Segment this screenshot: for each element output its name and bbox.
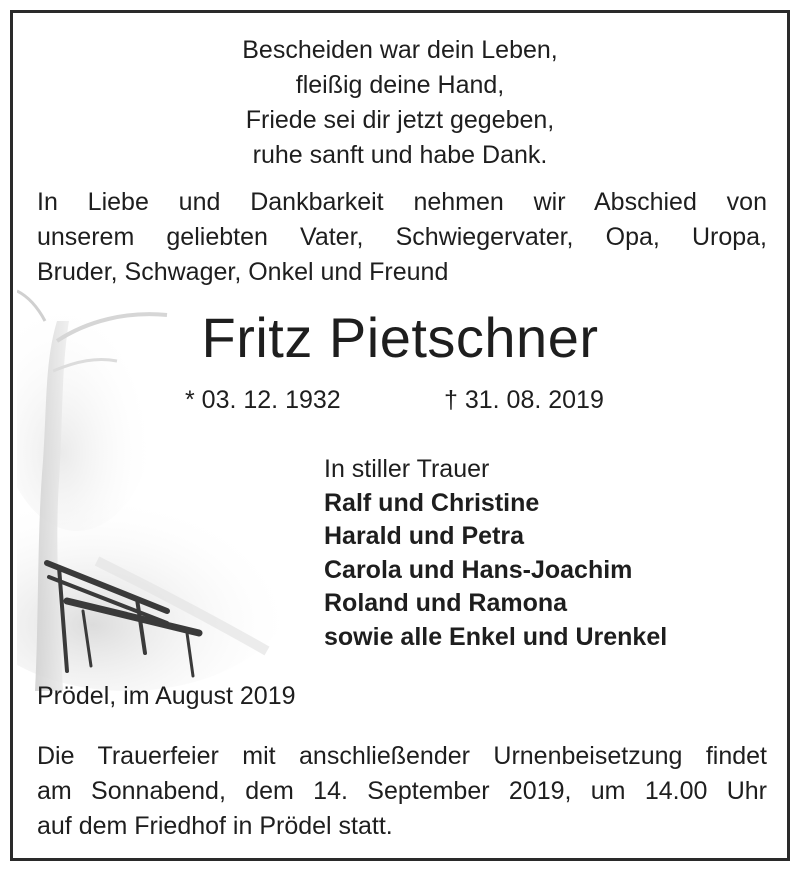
deceased-name: Fritz Pietschner [201,306,599,369]
intro-text [37,185,767,290]
funeral-notice [37,739,767,844]
funeral-line: am Sonnabend, dem 14. September 2019, um 14.00 Uhr [37,777,767,805]
birth-date: * 03. 12. 1932 [185,386,341,414]
poem-line: fleißig deine Hand, [295,71,505,99]
mourners-heading: In stiller Trauer [324,455,490,483]
mourner-name: Harald und Petra [324,522,525,550]
mourner-name: Ralf und Christine [324,488,540,517]
mourner-name: Roland und Ramona [324,589,568,617]
mourner-name: sowie alle Enkel und Urenkel [324,622,668,651]
mourner-name: Carola und Hans-Joachim [324,555,633,584]
poem-line: ruhe sanft und habe Dank. [252,141,548,169]
funeral-line: Die Trauerfeier mit anschließender Urnenbeisetzung findet [37,742,767,770]
obituary-card [10,10,790,861]
intro-line: Bruder, Schwager, Onkel und Freund [37,258,449,286]
intro-line: In Liebe und Dankbarkeit nehmen wir Abschied von [37,188,767,216]
place-and-date: Prödel, im August 2019 [37,682,296,710]
intro-line: unserem geliebten Vater, Schwiegervater, Opa, Uropa, [37,223,767,251]
funeral-line: auf dem Friedhof in Prödel statt. [37,812,393,840]
death-date: † 31. 08. 2019 [444,386,604,414]
mourners-list [324,453,667,654]
poem-line: Bescheiden war dein Leben, [242,36,558,64]
poem-line: Friede sei dir jetzt gegeben, [245,106,555,134]
memorial-poem [13,33,787,173]
